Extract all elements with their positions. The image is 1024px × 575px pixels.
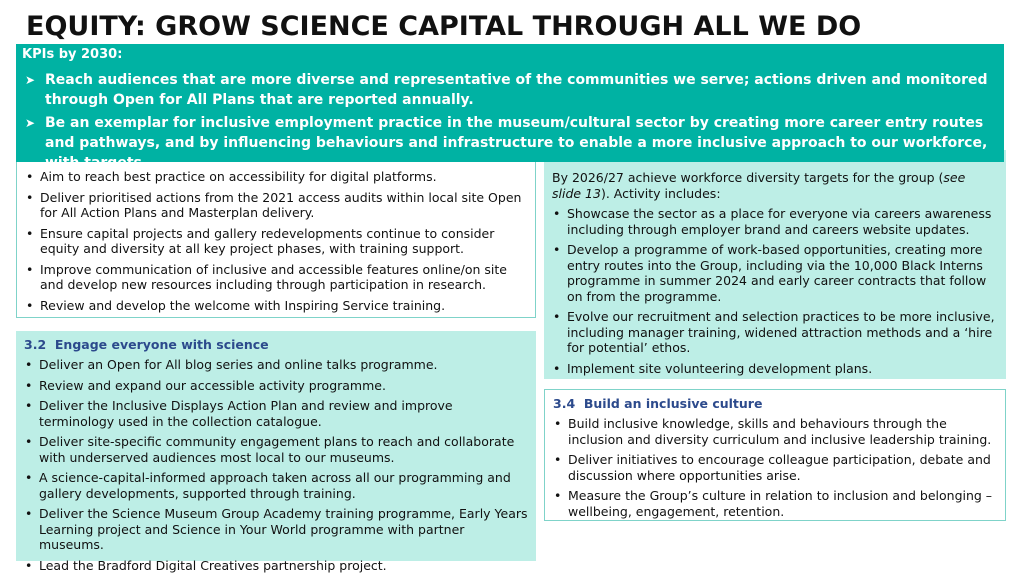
list-item: • Implement site volunteering development plans. [552, 361, 998, 377]
section-3-1-list [25, 169, 527, 313]
section-3-4-list [553, 416, 997, 519]
section-3-2-title [24, 337, 528, 352]
section-3-2-list [24, 357, 528, 573]
kpi-box [16, 44, 1004, 171]
list-item: • A science-capital-informed approach taken across all our programming and gallery developments, supported through training. [24, 470, 528, 501]
section-heading: Build an inclusive culture [583, 396, 763, 411]
arrow-bullet-icon: ➤ [25, 73, 36, 87]
list-item: • Aim to reach best practice on accessibility for digital platforms. [25, 169, 527, 185]
list-item: • Deliver the Inclusive Displays Action Plan and review and improve terminology used in the collection catalogue. [24, 398, 528, 429]
list-item: • Build inclusive knowledge, skills and behaviours through the inclusion and diversity curriculum and inclusive leadership training. [553, 416, 997, 447]
list-item: • Deliver initiatives to encourage colleague participation, debate and discussion where opportunities arise. [553, 452, 997, 483]
section-3-1-panel [16, 148, 536, 318]
list-item: • Develop a programme of work-based opportunities, creating more entry routes into the Group, including via the 10,000 Black Interns programme in summer 2024 and early career contracts that follow on from the programme. [552, 242, 998, 304]
list-item: • Deliver the Science Museum Group Academy training programme, Early Years Learning project and Science in Your World programme with partner museums. [24, 506, 528, 553]
section-3-3-list [552, 206, 998, 376]
arrow-bullet-icon: ➤ [25, 116, 36, 130]
list-item: • Improve communication of inclusive and accessible features online/on site and develop new resources including through participation in research. [25, 262, 527, 293]
section-3-4-title [553, 396, 997, 411]
section-3-3-intro [552, 170, 998, 201]
list-item: • Deliver an Open for All blog series and online talks programme. [24, 357, 528, 373]
section-3-4-panel [544, 389, 1006, 521]
section-3-3-panel [544, 150, 1006, 379]
kpi-item [22, 70, 996, 110]
section-3-2-panel [16, 331, 536, 573]
list-item: • Review and expand our accessible activity programme. [24, 378, 528, 394]
kpi-list [22, 70, 996, 173]
list-item: • Review and develop the welcome with Inspiring Service training. [25, 298, 527, 314]
slide-reference: see slide 13 [552, 170, 966, 201]
kpi-heading: KPIs by 2030: [22, 47, 123, 62]
section-number: 3.2 [24, 337, 47, 352]
list-item: • Evolve our recruitment and selection practices to be more inclusive, including manager training, widened attraction methods and a ‘hire for potential’ ethos. [552, 309, 998, 356]
kpi-text: Reach audiences that are more diverse and representative of the communities we serve; actions driven and monitored through Open for All Plans that are reported annually. [45, 72, 988, 108]
list-item: • Deliver prioritised actions from the 2021 access audits within local site Open for All Action Plans and Masterplan delivery. [25, 190, 527, 221]
list-item: • Measure the Group’s culture in relation to inclusion and belonging – wellbeing, engagement, retention. [553, 488, 997, 519]
kpi-text: Be an exemplar for inclusive employment practice in the museum/cultural sector by creating more career entry routes and pathways, and by influencing behaviours and infrastructure to enable a more inclusive approach to our workforce, with targets [45, 115, 988, 171]
list-item: • Ensure capital projects and gallery redevelopments continue to consider equity and diversity at all key project phases, with training support. [25, 226, 527, 257]
page-title: EQUITY: GROW SCIENCE CAPITAL THROUGH ALL WE DO [26, 11, 862, 42]
list-item: • Lead the Bradford Digital Creatives partnership project. [24, 558, 528, 574]
section-heading: Engage everyone with science [54, 337, 269, 352]
section-number: 3.4 [553, 396, 576, 411]
intro-text: By 2026/27 achieve workforce diversity targets for the group ( [552, 170, 944, 185]
kpi-item [22, 113, 996, 173]
list-item: • Showcase the sector as a place for everyone via careers awareness including through employer brand and careers website updates. [552, 206, 998, 237]
list-item: • Deliver site-specific community engagement plans to reach and collaborate with underserved audiences most local to our museums. [24, 434, 528, 465]
intro-text-end: ). Activity includes: [600, 185, 721, 201]
